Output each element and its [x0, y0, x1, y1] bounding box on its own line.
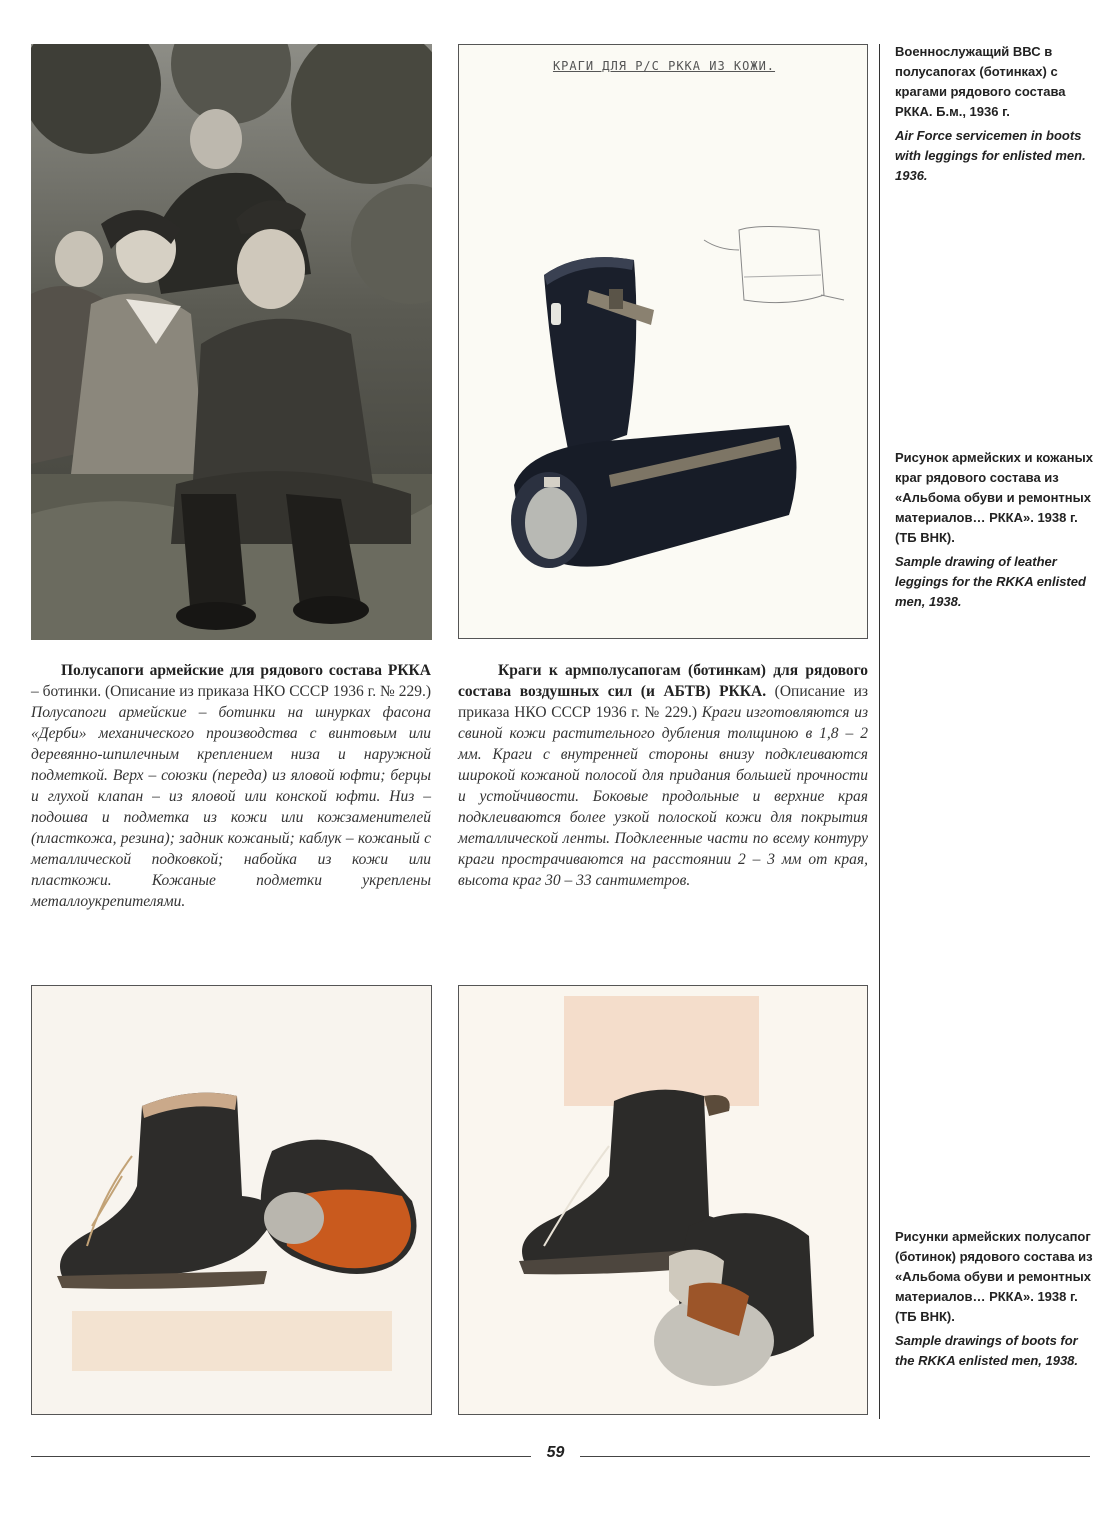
caption-boots: [895, 1227, 1095, 1371]
boots-description-text: Полусапоги армейские – ботинки на шнурках фасона «Дерби» механического производства с винтовым или деревянно-шпилечным креплением низа и наружной подметкой. Верх – союзки (переда) из яловой юфти; берцы и глухой клапан – из яловой или конской юфти. Низ – подошва и подметка из кожи или кожзаменителей (пласткожа, резина); задник кожаный; каблук – кожаный с металлической подковкой; набойка из кожи или пласткожи. Кожаные подметки укреплены металлоукрепителями.: [31, 704, 431, 910]
footer-rule-right: [580, 1456, 1090, 1457]
caption-photo-ru: Военнослужащий ВВС в полусапогах (ботинках) с крагами рядового состава РККА. Б.м., 1936 г.: [895, 44, 1066, 119]
caption-leggings: [895, 448, 1095, 612]
caption-leggings-ru: Рисунок армейских и кожаных краг рядового состава из «Альбома обуви и ремонтных материалов… РККА». 1938 г. (ТБ ВНК).: [895, 450, 1093, 545]
boots-drawing-plate-right: [458, 985, 868, 1415]
boots-drawing-plate-left: [31, 985, 432, 1415]
leggings-drawing: [459, 45, 868, 639]
caption-leggings-en: Sample drawing of leather leggings for the RKKA enlisted men, 1938.: [895, 554, 1086, 609]
leggings-description: [458, 660, 868, 891]
servicemen-photo-image: [31, 44, 432, 640]
caption-photo-en: Air Force servicemen in boots with leggings for enlisted men. 1936.: [895, 128, 1086, 183]
leggings-heading: Краги к армполусапогам (ботинкам) для рядового состава воздушных сил (и АБТВ) РККА.: [458, 662, 868, 700]
footer-rule-left: [31, 1456, 531, 1457]
plate-title: КРАГИ ДЛЯ Р/С РККА ИЗ КОЖИ.: [552, 59, 776, 73]
leggings-description-text: Краги изготовляются из свиной кожи растительного дубления толщиною в 1,8 – 2 мм. Краги с внутренней стороны внизу подклеиваются широкой кожаной полосой для придания большей прочности и устойчивости. Боковые продольные и верхние края подклеиваются более узкой полоской кожи для покрытия металлической ленты. Подклеенные части по всему контуру краги прострачиваются на расстоянии 2 – 3 мм от края, высота краг 30 – 33 сантиметров.: [458, 704, 868, 889]
page-number: 59: [546, 1444, 565, 1461]
caption-boots-en: Sample drawings of boots for the RKKA enlisted men, 1938.: [895, 1333, 1079, 1368]
boots-heading: Полусапоги армейские для рядового состава РККА: [61, 662, 431, 679]
caption-boots-ru: Рисунки армейских полусапог (ботинок) рядового состава из «Альбома обуви и ремонтных материалов… РККА». 1938 г. (ТБ ВНК).: [895, 1229, 1093, 1324]
boots-source: – ботинки. (Описание из приказа НКО СССР 1936 г. № 229.): [31, 683, 431, 700]
servicemen-photo: [31, 44, 432, 640]
boots-description: [31, 660, 431, 912]
caption-photo: [895, 42, 1095, 186]
boots-drawing-right: [459, 986, 868, 1415]
side-column-rule: [879, 44, 880, 1419]
leggings-source: (Описание из приказа НКО СССР 1936 г. № 229.): [458, 683, 869, 721]
boots-drawing-left: [32, 986, 432, 1415]
leggings-drawing-plate: [458, 44, 868, 639]
